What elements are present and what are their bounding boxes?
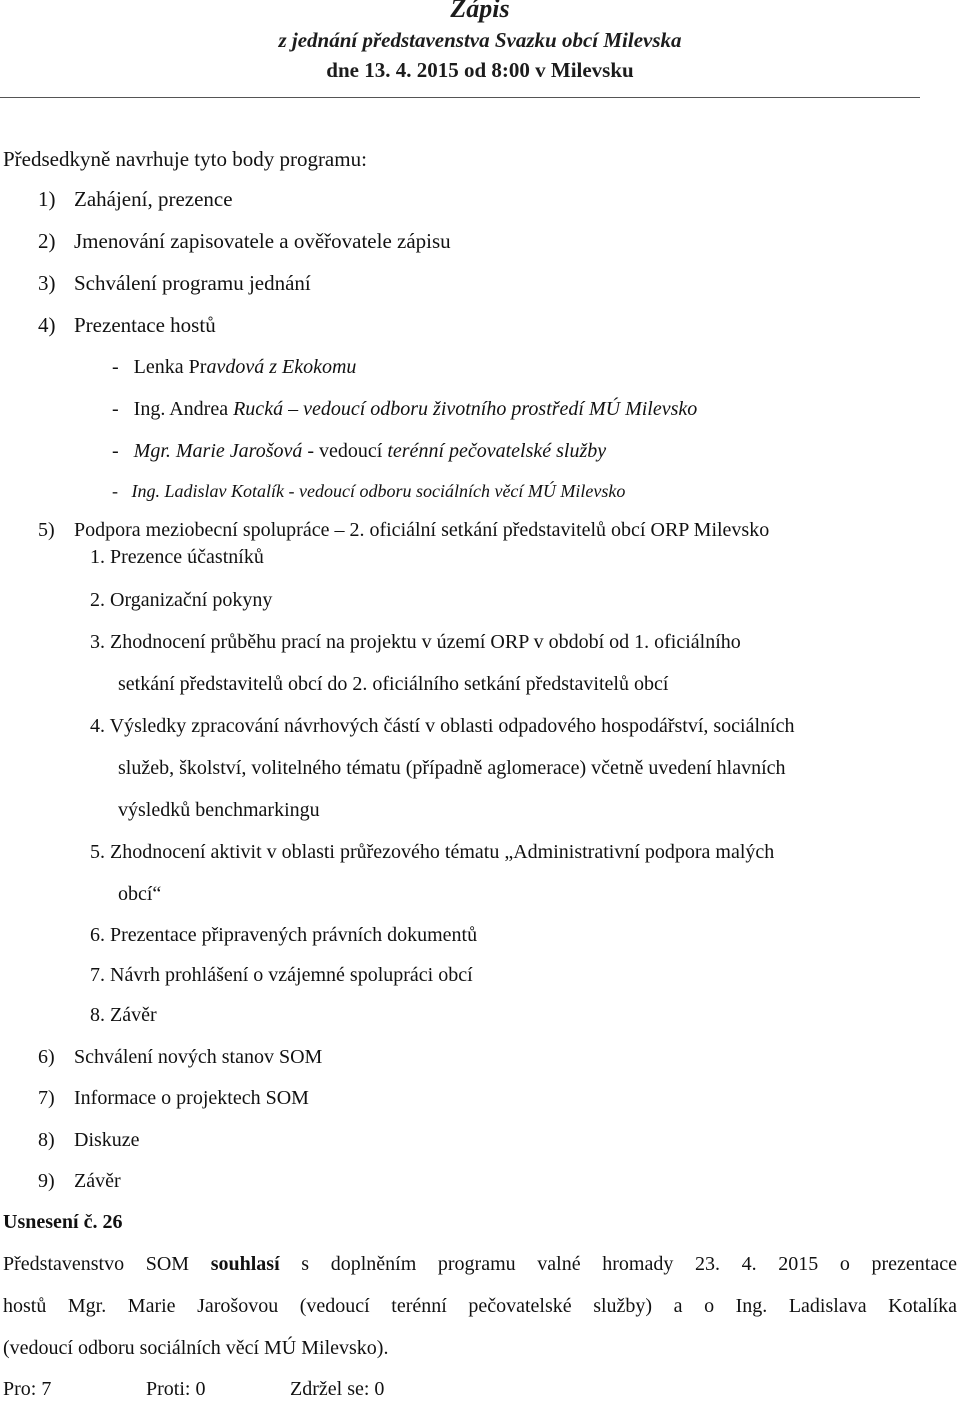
subitem-continuation: služeb, školství, volitelného tématu (případně aglomerace) včetně uvedení hlavních <box>118 757 786 779</box>
subitem: 2. Organizační pokyny <box>90 589 273 611</box>
program-item: 3) Schválení programu jednání <box>38 271 311 295</box>
subitem: 8. Závěr <box>90 1004 157 1026</box>
subitem: 4. Výsledky zpracování návrhových částí v oblasti odpadového hospodářství, sociálních <box>90 715 795 737</box>
program-item: 4) Prezentace hostů <box>38 313 216 337</box>
program-item: 1) Zahájení, prezence <box>38 187 233 211</box>
vote-abstain: Zdržel se: 0 <box>290 1378 385 1400</box>
subitem: 3. Zhodnocení průběhu prací na projektu v území ORP v období od 1. oficiálního <box>90 631 741 653</box>
document-title: Zápis <box>450 0 510 23</box>
resolution-text-line: (vedoucí odboru sociálních věcí MÚ Milevsko). <box>3 1337 389 1359</box>
document-subtitle: z jednání představenstva Svazku obcí Milevska <box>278 28 682 52</box>
subitem-continuation: obcí“ <box>118 883 162 905</box>
program-item: 7) Informace o projektech SOM <box>38 1087 309 1109</box>
vote-pro: Pro: 7 <box>3 1378 52 1400</box>
header-divider <box>0 97 920 98</box>
resolution-text-line: hostů Mgr. Marie Jarošovou (vedoucí terénní pečovatelské služby) a o Ing. Ladislava Kotalíka <box>3 1295 957 1317</box>
program-item: 5) Podpora meziobecní spolupráce – 2. oficiální setkání představitelů obcí ORP Milevsko <box>38 519 770 541</box>
subitem-continuation: výsledků benchmarkingu <box>118 799 320 821</box>
subitem: 6. Prezentace připravených právních dokumentů <box>90 924 478 946</box>
subitem: 5. Zhodnocení aktivit v oblasti průřezového tématu „Administrativní podpora malých <box>90 841 775 863</box>
program-item: 8) Diskuze <box>38 1129 140 1151</box>
resolution-text-line: Představenstvo SOM souhlasí s doplněním programu valné hromady 23. 4. 2015 o prezentace <box>3 1253 957 1275</box>
program-intro: Předsedkyně navrhuje tyto body programu: <box>3 147 367 171</box>
program-item: 9) Závěr <box>38 1170 121 1192</box>
subitem: 7. Návrh prohlášení o vzájemné spolupráci obcí <box>90 964 473 986</box>
subitem-continuation: setkání představitelů obcí do 2. oficiálního setkání představitelů obcí <box>118 673 669 695</box>
vote-proti: Proti: 0 <box>146 1378 206 1400</box>
program-item: 2) Jmenování zapisovatele a ověřovatele zápisu <box>38 229 451 253</box>
meeting-date-line: dne 13. 4. 2015 od 8:00 v Milevsku <box>326 58 634 82</box>
program-item: 6) Schválení nových stanov SOM <box>38 1046 323 1068</box>
resolution-heading: Usnesení č. 26 <box>3 1211 123 1233</box>
subitem: 1. Prezence účastníků <box>90 546 264 568</box>
guest-list-item: - Lenka Pravdová z Ekokomu <box>112 356 357 378</box>
guest-list-item: - Mgr. Marie Jarošová - vedoucí terénní pečovatelské služby <box>112 440 607 462</box>
guest-list-item: - Ing. Ladislav Kotalík - vedoucí odboru sociálních věcí MÚ Milevsko <box>112 481 626 501</box>
guest-list-item: - Ing. Andrea Rucká – vedoucí odboru životního prostředí MÚ Milevsko <box>112 398 698 420</box>
